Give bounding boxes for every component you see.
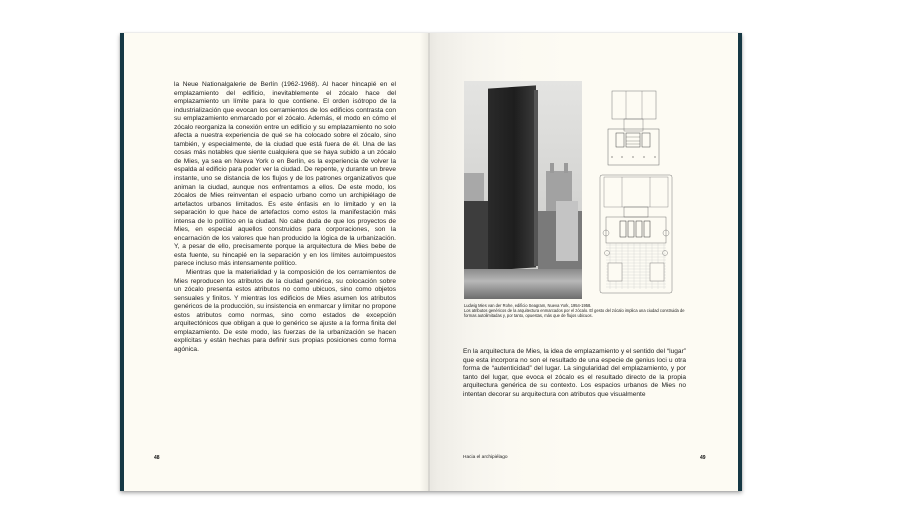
left-page [124, 33, 428, 491]
background-spire [564, 163, 568, 173]
figure-caption [464, 303, 689, 318]
background-building [556, 201, 578, 261]
seagram-photo [464, 81, 582, 299]
background-spire [550, 163, 554, 173]
caption-text: Los atributos genéricos de la arquitectura enmarcados por el zócalo. El gesto del zócalo implica una ciudad construida de formas autolimitadas y, por tanto, opuestas, más que de flujos ubicuos. [464, 308, 685, 319]
running-head: Hacia el archipiélago [463, 455, 508, 460]
floor-plan-upper [606, 89, 661, 169]
body-paragraph: Mientras que la materialidad y la composición de los cerramientos de Mies reproducen los atributos de la ciudad genérica, su colocación sobre un zócalo presenta estos atributos no como ubicuos, sino como objetos sensuales y finitos. Y mientras los edificios de Mies asumen los atributos genéricos de la producción, su insistencia en enmarcar y limitar no propone estos atributos como normas, sino como estados de excepción arquitectónicos que obligan a que lo genérico se ajuste a la forma finita del emplazamiento. De este modo, las fuerzas de la urbanización se hacen explícitas y están hechas para definir sus propias posiciones como forma agónica. [174, 269, 396, 353]
page-number-right: 49 [700, 455, 706, 461]
body-paragraph: la Neue Nationalgalerie de Berlín (1962-1968). Al hacer hincapié en el emplazamiento del edificio, inevitablemente el zócalo hace del emplazamiento un límite para lo que contiene. El orden isótropo de la industrialización que evocan los cerramientos de los edificios contrasta con su emplazamiento enmarcado por el zócalo. Además, el modo en cómo el zócalo reorganiza la conexión entre un edificio y su emplazamiento no solo afecta a nuestra experiencia de qué se ha colocado sobre el zócalo, sino también, y especialmente, de la ciudad que está fuera de él. Una de las cosas más notables que siente cualquiera que se haya subido a un zócalo de Mies, ya sea en Nueva York o en Berlín, es la experiencia de volver la espalda al edificio para poder ver la ciudad. De repente, y durante un breve instante, uno se distancia de los flujos y de los patrones organizativos que animan la ciudad, aunque nos enfrentamos a ellos. De este modo, los zócalos de Mies reinventan el espacio urbano como un archipiélago de artefactos urbanos limitados. Es este énfasis en lo limitado y en la separación lo que hace de artefactos como estos la manifestación más intensa de lo político en la ciudad. No cabe duda de que los proyectos de Mies, en especial aquellos construidos para corporaciones, son la encarnación de los valores que han producido la lógica de la urbanización. Y, a pesar de ello, precisamente porque la arquitectura de Mies bebe de esta fuente, su hincapié en la separación y en los límites autoimpuestos parece incluso más intensamente político. [174, 81, 396, 268]
cover-edge-right [738, 33, 742, 491]
caption-title: Ludwig Mies van der Rohe, edificio Seagram, Nueva York, 1954-1958. [464, 303, 592, 308]
body-paragraph: En la arquitectura de Mies, la idea de emplazamiento y el sentido del “lugar” que esta incorpora no son el resultado de una especie de genius loci u otra forma de “autenticidad” del lugar. La singularidad del emplazamiento, y por tanto del lugar, que evoca el zócalo es el resultado directo de la propia arquitectura genérica de su contexto. Los espacios urbanos de Mies no intentan decorar su arquitectura con atributos que visualmente [463, 348, 686, 398]
right-page-body [463, 348, 686, 399]
seagram-plaza [464, 269, 582, 299]
page-number-left: 48 [154, 455, 160, 461]
left-page-body [174, 81, 396, 355]
gutter [420, 33, 430, 491]
background-building [464, 201, 488, 271]
seagram-tower [488, 85, 536, 270]
seagram-tower-side [534, 90, 538, 266]
right-page [428, 33, 738, 491]
floor-plan-upper-drawing [606, 89, 661, 169]
floor-plan-ground [598, 173, 674, 295]
book-spread [120, 33, 742, 491]
floor-plan-ground-drawing [598, 173, 674, 295]
